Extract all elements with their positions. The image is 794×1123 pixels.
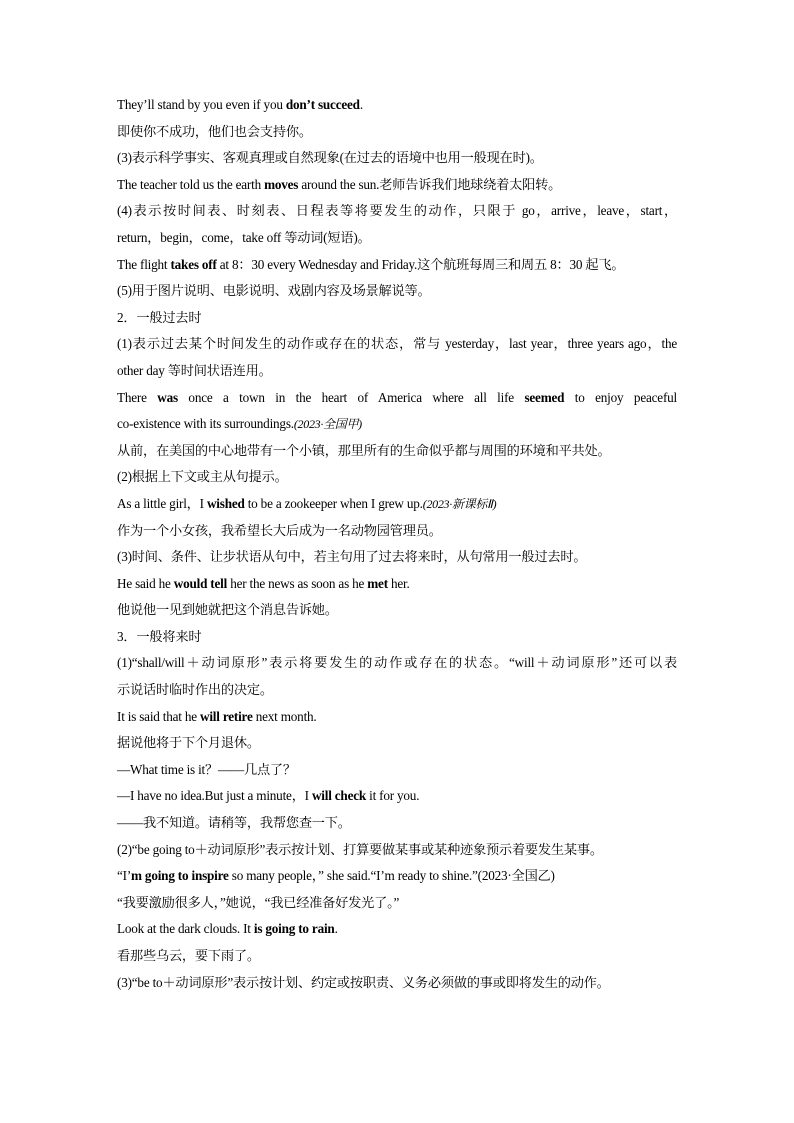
text-segment: (3)时间、条件、让步状语从句中，若主句用了过去将来时，从句常用一般过去时。	[117, 549, 587, 565]
text-line	[117, 119, 677, 146]
text-line	[117, 704, 677, 731]
text-segment: other day 等时间状语连用。	[117, 362, 272, 378]
bold-text: seemed	[524, 389, 565, 405]
text-line	[117, 970, 677, 997]
bold-text: will check	[311, 788, 367, 804]
text-segment: The teacher told us the earth	[117, 176, 265, 192]
text-segment: once a town in the heart of America where all life	[177, 389, 525, 405]
text-line	[117, 863, 677, 890]
text-segment: 即使你不成功，他们也会支持你。	[117, 123, 312, 139]
bold-text: would tell	[173, 575, 228, 591]
text-line	[117, 198, 677, 225]
text-segment: (2)“be going to＋动词原形”表示按计划、打算要做某事或某种迹象预示着要发生某事。	[117, 841, 603, 857]
text-segment: He said he	[117, 575, 174, 591]
bold-text: is going to rain	[253, 921, 335, 937]
text-segment: 示说话时临时作出的决定。	[117, 682, 273, 698]
text-segment: (1)“shall/will＋动词原形”表示将要发生的动作或存在的状态。“will＋动词原形”还可以表	[117, 655, 677, 671]
text-segment: it for you.	[366, 788, 420, 804]
text-segment: .	[359, 97, 363, 112]
text-line	[117, 464, 677, 491]
text-line	[117, 757, 677, 784]
text-segment: As a little girl，I	[117, 495, 207, 511]
text-line	[117, 438, 677, 465]
text-segment: They’ll stand by you even if you	[117, 97, 286, 112]
text-segment: There	[117, 389, 158, 405]
bold-text: takes off	[170, 256, 217, 272]
text-line	[117, 305, 677, 332]
text-segment: to be a zookeeper when I grew up.	[244, 495, 423, 511]
text-line	[117, 650, 677, 677]
text-line	[117, 385, 677, 412]
text-segment: (4)表示按时间表、时刻表、日程表等将要发生的动作，只限于 go，arrive，leave，start，	[117, 203, 677, 219]
text-segment: at 8：30 every Wednesday and Friday.这个航班每周三和周五 8：30 起飞。	[216, 256, 625, 272]
text-segment: “我要激励很多人，”她说，“我已经准备好发光了。”	[117, 894, 400, 910]
text-line	[117, 730, 677, 757]
text-segment: to enjoy peaceful	[564, 389, 677, 405]
text-segment: 他说他一见到她就把这个消息告诉她。	[117, 602, 338, 618]
text-line	[117, 677, 677, 704]
text-line	[117, 411, 677, 438]
text-segment: —I have no idea.But just a minute，I	[117, 788, 312, 804]
bold-text: m going to inspire	[131, 868, 229, 884]
text-line	[117, 783, 677, 810]
text-line	[117, 624, 677, 651]
text-segment: next month.	[252, 708, 317, 724]
text-segment: The flight	[117, 256, 171, 272]
text-segment: her.	[387, 575, 410, 591]
text-line	[117, 278, 677, 305]
bold-text: don’t succeed	[285, 97, 360, 112]
text-segment: .	[334, 921, 338, 937]
bold-text: moves	[264, 176, 299, 192]
text-line	[117, 331, 677, 358]
text-line	[117, 92, 677, 119]
text-segment: 2．一般过去时	[117, 309, 202, 325]
text-segment: her the news as soon as he	[227, 575, 368, 591]
text-segment: (1)表示过去某个时间发生的动作或存在的状态，常与 yesterday，last year，three years ago，the	[117, 336, 677, 352]
text-segment: (3)表示科学事实、客观真理或自然现象(在过去的语境中也用一般现在时)。	[117, 150, 543, 166]
bold-text: wished	[206, 495, 245, 511]
text-segment: (5)用于图片说明、电影说明、戏剧内容及场景解说等。	[117, 283, 431, 299]
text-segment: co-existence with its surroundings.	[117, 416, 294, 432]
text-line	[117, 916, 677, 943]
text-segment: 据说他将于下个月退休。	[117, 735, 260, 751]
text-line	[117, 943, 677, 970]
text-line	[117, 252, 677, 279]
text-line	[117, 597, 677, 624]
text-line	[117, 172, 677, 199]
text-line	[117, 544, 677, 571]
text-segment: 看那些乌云，要下雨了。	[117, 948, 260, 963]
text-segment: It is said that he	[117, 708, 201, 724]
text-line	[117, 810, 677, 837]
text-line	[117, 571, 677, 598]
bold-text: met	[367, 575, 388, 591]
text-line	[117, 837, 677, 864]
text-segment: (2)根据上下文或主从句提示。	[117, 469, 288, 485]
text-line	[117, 225, 677, 252]
text-segment: 作为一个小女孩，我希望长大后成为一名动物园管理员。	[117, 522, 442, 538]
text-line	[117, 145, 677, 172]
document-body	[117, 92, 677, 996]
text-segment: ——我不知道。请稍等，我帮您查一下。	[117, 815, 351, 831]
text-segment: “I’	[117, 868, 132, 884]
text-line	[117, 518, 677, 545]
bold-text: was	[157, 389, 178, 405]
text-segment: so many people，” she said.“I’m ready to shine.”(2023·全国乙)	[228, 868, 555, 884]
source-citation: (2023·新课标Ⅱ)	[422, 496, 497, 511]
bold-text: will retire	[200, 708, 253, 724]
text-segment: around the sun.老师告诉我们地球绕着太阳转。	[298, 176, 562, 192]
text-segment: 从前，在美国的中心地带有一个小镇，那里所有的生命似乎都与周围的环境和平共处。	[117, 442, 611, 458]
text-segment: Look at the dark clouds. It	[117, 921, 254, 937]
text-segment: —What time is it？——几点了？	[117, 761, 296, 777]
text-line	[117, 491, 677, 518]
text-segment: 3．一般将来时	[117, 628, 202, 644]
text-line	[117, 890, 677, 917]
text-line	[117, 358, 677, 385]
source-citation: (2023·全国甲)	[293, 417, 362, 432]
text-segment: (3)“be to＋动词原形”表示按计划、约定或按职责、义务必须做的事或即将发生的动作。	[117, 974, 610, 990]
text-segment: return，begin，come，take off 等动词(短语)。	[117, 229, 371, 245]
